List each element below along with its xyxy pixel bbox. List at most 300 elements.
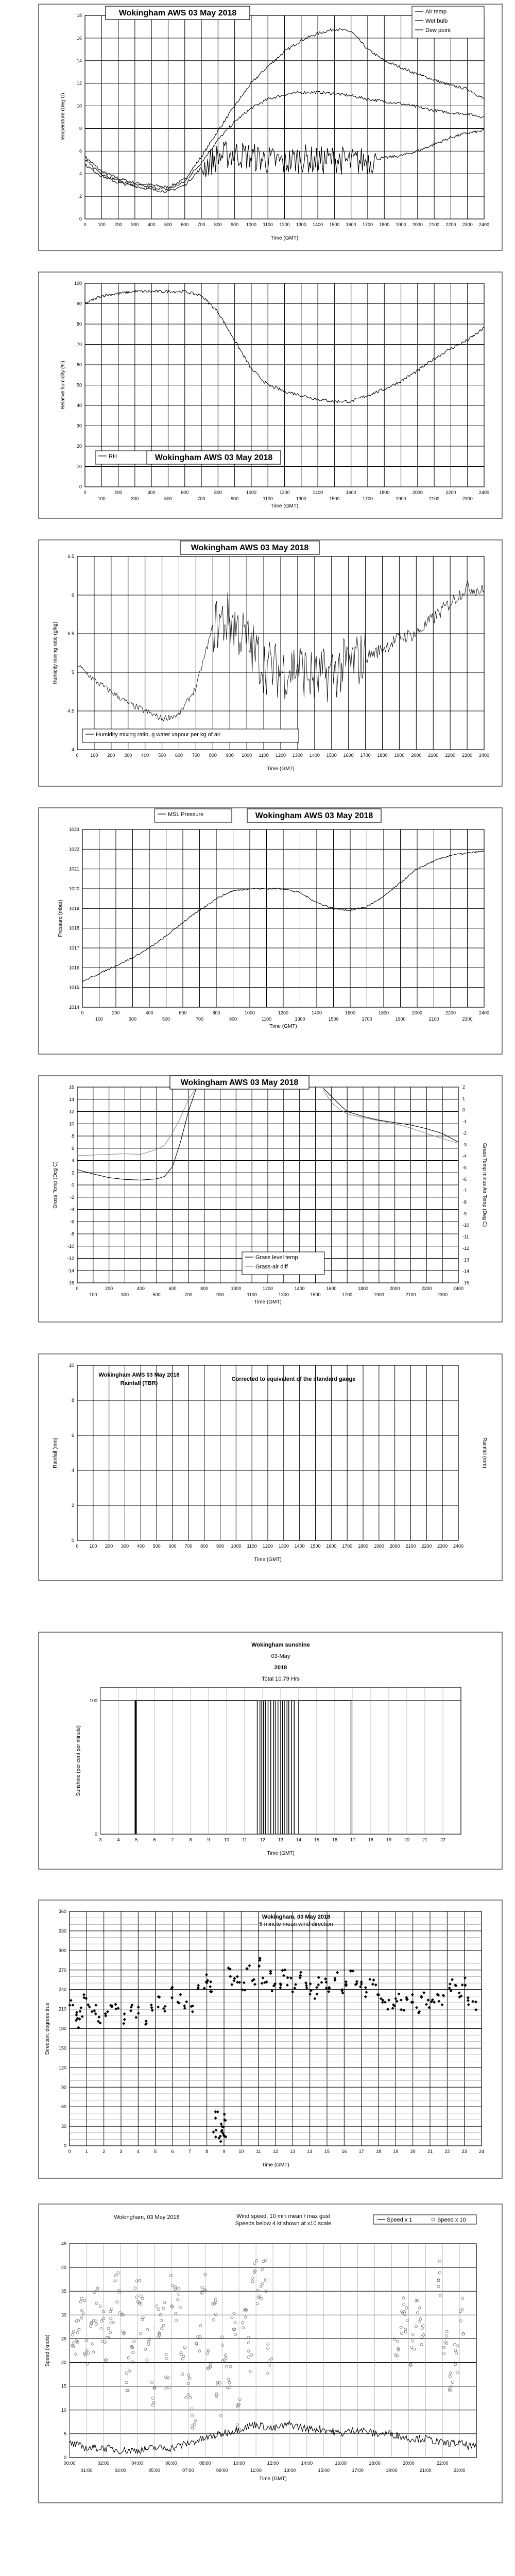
x-tick-label: 23 <box>461 2149 467 2154</box>
annotations <box>154 809 381 822</box>
x-tick-label: 200 <box>114 222 123 227</box>
chart-note: Speeds below 4 kt shown at x10 scale <box>235 2221 332 2227</box>
y-tick-label: -10 <box>67 1243 74 1249</box>
x-tick-label: 1200 <box>279 490 290 495</box>
chart-title: Wokingham sunshine <box>251 1642 310 1648</box>
x-tick-label: 1500 <box>310 1292 321 1297</box>
y-tick-label: 1017 <box>68 945 79 951</box>
y2-tick-label: 1 <box>462 1096 466 1101</box>
x-tick-label: 04:00 <box>131 2461 143 2466</box>
x-tick-label: 22 <box>440 1837 446 1842</box>
y2-axis-label: Grass Temp minus Air Temp (Deg C) <box>482 1143 487 1227</box>
x-tick-label: 2200 <box>445 490 456 495</box>
x-tick-label: 1500 <box>329 222 340 227</box>
x-axis-label: Time (GMT) <box>262 2162 289 2168</box>
legend-entry: Grass level temp <box>255 1255 298 1261</box>
x-tick-label: 500 <box>164 222 172 227</box>
x-tick-label: 2400 <box>478 1010 490 1015</box>
x-tick-label: 20 <box>404 1837 410 1842</box>
x-tick-label: 1400 <box>309 753 320 758</box>
chart-note: Corrected to equivalent of the standard gauge <box>231 1376 356 1382</box>
x-tick-label: 21 <box>422 1837 428 1842</box>
y-tick-label: 180 <box>58 2026 66 2031</box>
x-tick-label: 14:00 <box>301 2461 313 2466</box>
x-tick-label: 1000 <box>244 1010 255 1015</box>
legend-entry: Grass-air diff <box>255 1264 288 1270</box>
x-tick-label: 1300 <box>278 1544 289 1549</box>
y-tick-label: 8 <box>71 1133 74 1139</box>
y-tick-label: -8 <box>70 1231 74 1236</box>
y-tick-label: 40 <box>61 2265 66 2270</box>
x-tick-label: 14 <box>307 2149 313 2154</box>
x-axis-label: Time (GMT) <box>267 766 295 772</box>
x-tick-label: 500 <box>152 1544 161 1549</box>
x-tick-label: 1000 <box>246 490 256 495</box>
x-tick-label: 22:00 <box>436 2461 449 2466</box>
x-axis-label: Time (GMT) <box>267 1851 295 1856</box>
x-tick-label: 2000 <box>412 222 423 227</box>
x-tick-label: 2000 <box>411 1010 423 1015</box>
x-tick-label: 2300 <box>462 1016 473 1022</box>
x-tick-label: 100 <box>95 1016 104 1022</box>
chart-title: Wokingham AWS 03 May 2018 <box>255 811 373 820</box>
x-tick-label: 1300 <box>295 1016 305 1022</box>
x-tick-label: 3 <box>99 1837 102 1842</box>
chart-title: Wokingham, 03 May 2018 <box>262 1914 331 1920</box>
x-tick-label: 1900 <box>394 753 405 758</box>
x-tick-label: 900 <box>216 1292 225 1297</box>
y2-tick-label: 0 <box>462 1107 466 1113</box>
y-tick-label: 16 <box>68 1084 74 1090</box>
x-tick-label: 1700 <box>362 1016 372 1022</box>
x-tick-label: 03:00 <box>114 2468 127 2473</box>
y-tick-label: 4 <box>71 747 74 752</box>
chart-title: Wokingham AWS 03 May 2018 <box>98 1372 180 1378</box>
y-tick-label: 10 <box>68 1121 74 1127</box>
x-tick-label: 2000 <box>389 1286 400 1291</box>
x-tick-label: 1200 <box>275 753 286 758</box>
x-tick-label: 1400 <box>313 490 323 495</box>
y2-tick-label: -3 <box>462 1142 467 1147</box>
x-tick-label: 1100 <box>263 496 273 501</box>
legend-box <box>95 451 147 464</box>
x-tick-label: 2000 <box>389 1544 400 1549</box>
y2-tick-label: -11 <box>462 1234 469 1240</box>
y-tick-label: 330 <box>58 1928 66 1934</box>
x-tick-label: 0 <box>81 1010 84 1015</box>
x-tick-label: 2400 <box>478 490 490 495</box>
x-tick-label: 17 <box>350 1837 356 1842</box>
x-tick-label: 1 <box>85 2149 88 2154</box>
y-tick-label: 6 <box>71 1433 74 1438</box>
y2-tick-label: -15 <box>462 1280 470 1285</box>
x-tick-label: 400 <box>147 490 156 495</box>
x-tick-label: 300 <box>131 496 139 501</box>
x-tick-label: 1800 <box>379 222 390 227</box>
y-tick-label: -4 <box>70 1207 74 1212</box>
x-tick-label: 17:00 <box>352 2468 364 2473</box>
x-tick-label: 300 <box>124 753 132 758</box>
y2-tick-label: -1 <box>462 1119 467 1125</box>
y2-tick-label: -2 <box>462 1130 467 1136</box>
y-tick-label: 40 <box>76 403 82 408</box>
x-tick-label: 7 <box>171 1837 174 1842</box>
x-tick-label: 2200 <box>445 1010 456 1015</box>
x-tick-label: 7 <box>188 2149 191 2154</box>
x-tick-label: 20:00 <box>403 2461 415 2466</box>
chart-title: Wokingham AWS 03 May 2018 <box>154 453 273 462</box>
x-tick-label: 900 <box>231 496 239 501</box>
x-tick-label: 02:00 <box>97 2461 110 2466</box>
y-tick-label: 30 <box>76 423 82 429</box>
y-axis-label: Direction, degrees true <box>45 2002 50 2055</box>
y-tick-label: 90 <box>61 2084 66 2090</box>
x-axis-label: Time (GMT) <box>254 1557 282 1563</box>
x-tick-label: 18:00 <box>369 2461 381 2466</box>
x-tick-label: 15:00 <box>318 2468 330 2473</box>
y-tick-label: 1022 <box>68 846 79 852</box>
x-tick-label: 24 <box>478 2149 485 2154</box>
x-tick-label: 400 <box>147 222 156 227</box>
x-tick-label: 1000 <box>246 222 256 227</box>
x-tick-label: 300 <box>121 1292 129 1297</box>
x-tick-label: 200 <box>112 1010 120 1015</box>
x-tick-label: 16 <box>341 2149 347 2154</box>
x-tick-label: 1700 <box>362 496 373 501</box>
y-tick-label: 12 <box>68 1109 74 1114</box>
y-tick-label: 8 <box>79 126 82 131</box>
y-tick-label: 14 <box>76 58 82 63</box>
x-tick-label: 600 <box>181 490 189 495</box>
x-tick-label: 1700 <box>342 1544 353 1549</box>
x-tick-label: 1600 <box>326 1544 337 1549</box>
y-tick-label: 100 <box>89 1698 97 1703</box>
y2-tick-label: -8 <box>462 1199 467 1205</box>
x-tick-label: 2200 <box>445 753 456 758</box>
y-tick-label: 0 <box>94 1832 97 1837</box>
x-tick-label: 1600 <box>346 490 356 495</box>
y-tick-label: 5 <box>71 670 74 675</box>
x-tick-label: 800 <box>212 1010 220 1015</box>
y-axis-label: Rainfall (mm) <box>53 1437 58 1468</box>
y2-axis-label: Rainfall (mm) <box>482 1437 487 1468</box>
x-tick-label: 15 <box>314 1837 320 1842</box>
x-tick-label: 19 <box>386 1837 392 1842</box>
y-tick-label: 240 <box>58 1987 66 1992</box>
y-axis-label: Sunshine (per cent per minute) <box>76 1725 81 1797</box>
x-tick-label: 1200 <box>262 1544 273 1549</box>
x-tick-label: 2400 <box>453 1286 464 1291</box>
annotations <box>95 451 281 464</box>
x-tick-label: 0 <box>76 1544 79 1549</box>
x-tick-label: 2000 <box>411 753 422 758</box>
y-tick-label: 10 <box>61 2407 66 2413</box>
x-tick-label: 200 <box>114 490 123 495</box>
x-tick-label: 200 <box>107 753 115 758</box>
y2-tick-label: -4 <box>462 1154 467 1159</box>
y2-tick-label: -7 <box>462 1188 467 1194</box>
x-tick-label: 18 <box>368 1837 374 1842</box>
y-tick-label: 4 <box>71 1468 74 1473</box>
legend-entry: Wet bulb <box>425 18 448 24</box>
x-tick-label: 2100 <box>405 1544 416 1549</box>
x-tick-label: 6 <box>171 2149 174 2154</box>
y-tick-label: 6 <box>79 148 82 154</box>
x-tick-label: 5 <box>135 1837 138 1842</box>
y-tick-label: 0 <box>79 484 82 489</box>
y-tick-label: 60 <box>76 362 82 367</box>
x-tick-label: 2300 <box>437 1292 448 1297</box>
x-axis-label: Time (GMT) <box>270 235 299 241</box>
chart-subtitle: Rainfall (TBR) <box>120 1380 158 1386</box>
y-tick-label: 0 <box>63 2143 66 2148</box>
y2-tick-label: -9 <box>462 1211 467 1216</box>
y-tick-label: 0 <box>71 1182 74 1188</box>
x-tick-label: 1200 <box>262 1286 273 1291</box>
x-tick-label: 21:00 <box>419 2468 432 2473</box>
x-tick-label: 900 <box>229 1016 237 1022</box>
x-tick-label: 100 <box>90 753 98 758</box>
y-tick-label: 4 <box>71 1158 74 1163</box>
y-axis-label: Pressure (mbar) <box>58 900 63 937</box>
y-tick-label: 1018 <box>68 925 79 931</box>
y-tick-label: 10 <box>76 464 82 469</box>
x-tick-label: 15 <box>324 2149 330 2154</box>
x-tick-label: 300 <box>128 1016 137 1022</box>
x-tick-label: 600 <box>175 753 183 758</box>
y-tick-label: 6.5 <box>67 554 74 559</box>
x-tick-label: 300 <box>121 1544 129 1549</box>
y-tick-label: 90 <box>76 301 82 307</box>
y-tick-label: -6 <box>70 1219 74 1225</box>
x-tick-label: 1200 <box>278 1010 289 1015</box>
x-tick-label: 2300 <box>462 496 473 501</box>
y-tick-label: 8 <box>71 1398 74 1403</box>
x-tick-label: 09:00 <box>216 2468 228 2473</box>
x-tick-label: 4 <box>117 1837 120 1842</box>
y-tick-label: -12 <box>67 1256 74 1261</box>
legend-entry: MSL Pressure <box>168 811 204 818</box>
wind-direction-panel <box>0 1896 515 2184</box>
y-tick-label: 1019 <box>68 906 79 911</box>
x-tick-label: 600 <box>181 222 189 227</box>
x-tick-label: 700 <box>184 1292 193 1297</box>
y-tick-label: 2 <box>71 1170 74 1176</box>
x-tick-label: 23:00 <box>453 2468 466 2473</box>
wind-speed-panel <box>0 2200 515 2509</box>
x-tick-label: 0 <box>76 753 79 758</box>
y-axis-label: Grass Temp (Deg C) <box>53 1161 58 1209</box>
x-tick-label: 1300 <box>296 222 306 227</box>
x-tick-label: 1600 <box>343 753 354 758</box>
x-tick-label: 700 <box>195 1016 204 1022</box>
y2-tick-label: -14 <box>462 1268 470 1274</box>
y-tick-label: 1021 <box>68 866 79 872</box>
x-tick-label: 1200 <box>279 222 290 227</box>
x-tick-label: 13 <box>290 2149 296 2154</box>
y2-tick-label: -10 <box>462 1223 470 1228</box>
y-tick-label: 20 <box>76 444 82 449</box>
x-tick-label: 11 <box>242 1837 247 1842</box>
x-tick-label: 2400 <box>478 222 490 227</box>
x-tick-label: 9 <box>207 1837 210 1842</box>
y-tick-label: 30 <box>61 2312 66 2318</box>
x-tick-label: 300 <box>131 222 139 227</box>
x-tick-label: 700 <box>197 222 205 227</box>
x-tick-label: 500 <box>164 496 172 501</box>
y-tick-label: 70 <box>76 342 82 347</box>
x-tick-label: 900 <box>216 1544 225 1549</box>
y-tick-label: 12 <box>76 80 82 86</box>
y-tick-label: -14 <box>67 1268 74 1274</box>
legend-entry: RH <box>109 453 117 460</box>
x-tick-label: 1400 <box>294 1544 305 1549</box>
chart-title: Wokingham AWS 03 May 2018 <box>118 9 237 18</box>
legend-entry: Speed x 10 <box>437 2217 466 2223</box>
legend-entry: Humidity mixing ratio, g water vapour per kg of air <box>96 732 221 738</box>
x-tick-label: 08:00 <box>199 2461 211 2466</box>
x-tick-label: 800 <box>214 222 222 227</box>
y2-tick-label: -6 <box>462 1176 467 1182</box>
x-tick-label: 20 <box>410 2149 416 2154</box>
y-tick-label: 1023 <box>68 827 79 832</box>
x-tick-label: 500 <box>162 1016 170 1022</box>
chart-title: Wokingham, 03 May 2018 <box>114 2214 180 2221</box>
x-tick-label: 1100 <box>259 753 269 758</box>
y2-tick-label: -5 <box>462 1165 467 1171</box>
pressure-panel <box>0 804 515 1061</box>
x-tick-label: 1600 <box>326 1286 337 1291</box>
x-tick-label: 0 <box>76 1286 79 1291</box>
y-tick-label: 30 <box>61 2124 66 2129</box>
x-tick-label: 2400 <box>453 1544 464 1549</box>
x-tick-label: 2100 <box>428 1016 439 1022</box>
x-tick-label: 10 <box>224 1837 230 1842</box>
x-axis-label: Time (GMT) <box>269 1024 297 1029</box>
x-tick-label: 11:00 <box>250 2468 262 2473</box>
x-tick-label: 1100 <box>261 1016 272 1022</box>
legend-entry: Speed x 1 <box>387 2217 413 2223</box>
x-tick-label: 17 <box>358 2149 364 2154</box>
x-tick-label: 1800 <box>378 1010 389 1015</box>
x-tick-label: 400 <box>136 1544 145 1549</box>
x-tick-label: 2300 <box>437 1544 448 1549</box>
x-tick-label: 2100 <box>428 753 439 758</box>
x-tick-label: 800 <box>214 490 222 495</box>
chart-year: 2018 <box>274 1665 287 1671</box>
x-tick-label: 05:00 <box>148 2468 160 2473</box>
x-tick-label: 1300 <box>292 753 303 758</box>
y-tick-label: 18 <box>76 13 82 18</box>
x-tick-label: 900 <box>231 222 239 227</box>
x-tick-label: 1300 <box>296 496 306 501</box>
x-tick-label: 1500 <box>329 496 340 501</box>
x-tick-label: 2000 <box>412 490 423 495</box>
x-tick-label: 1800 <box>357 1286 369 1291</box>
y-axis-label: Speed (knots) <box>45 2334 50 2367</box>
humidity-panel <box>0 268 515 526</box>
y-tick-label: 80 <box>76 321 82 327</box>
legend-entry: Air temp <box>425 9 447 15</box>
x-tick-label: 8 <box>189 1837 192 1842</box>
chart-total: Total 10.79 Hrs <box>262 1676 300 1682</box>
y-tick-label: 1020 <box>68 886 79 891</box>
x-tick-label: 1500 <box>310 1544 321 1549</box>
y-tick-label: -16 <box>67 1280 74 1285</box>
y-tick-label: 15 <box>61 2383 66 2389</box>
x-tick-label: 100 <box>89 1292 97 1297</box>
y-tick-label: 4 <box>79 171 82 177</box>
chart-subtitle: Wind speed, 10 min mean / max gust <box>236 2213 330 2219</box>
x-tick-label: 12 <box>260 1837 266 1842</box>
x-tick-label: 5 <box>154 2149 157 2154</box>
temperature-panel <box>0 0 515 258</box>
x-axis-label: Time (GMT) <box>270 503 299 509</box>
x-tick-label: 600 <box>168 1544 177 1549</box>
y-axis-label: Temperature (Deg C) <box>60 93 66 142</box>
x-tick-label: 2100 <box>405 1292 416 1297</box>
x-tick-label: 9 <box>222 2149 226 2154</box>
x-tick-label: 1700 <box>342 1292 353 1297</box>
x-tick-label: 700 <box>197 496 205 501</box>
x-tick-label: 800 <box>209 753 217 758</box>
x-tick-label: 700 <box>184 1544 193 1549</box>
y-tick-label: 14 <box>68 1096 74 1102</box>
x-tick-label: 19 <box>393 2149 399 2154</box>
x-tick-label: 200 <box>105 1286 113 1291</box>
x-tick-label: 12:00 <box>267 2461 279 2466</box>
x-tick-label: 800 <box>200 1544 209 1549</box>
x-tick-label: 2 <box>102 2149 106 2154</box>
rainfall-panel <box>0 1350 515 1587</box>
x-tick-label: 19:00 <box>386 2468 398 2473</box>
x-tick-label: 1900 <box>396 222 406 227</box>
x-tick-label: 1400 <box>294 1286 305 1291</box>
y-tick-label: 60 <box>61 2104 66 2110</box>
x-tick-label: 100 <box>97 496 106 501</box>
y-tick-label: 0 <box>63 2455 66 2460</box>
grass-temperature-panel <box>0 1072 515 1329</box>
x-tick-label: 1900 <box>373 1544 384 1549</box>
legend-entry: Dew point <box>425 27 451 33</box>
y-tick-label: 6 <box>71 1145 74 1151</box>
x-tick-label: 21 <box>427 2149 433 2154</box>
x-tick-label: 1600 <box>346 222 356 227</box>
x-tick-label: 2100 <box>429 496 440 501</box>
y-tick-label: 210 <box>58 2006 66 2012</box>
x-tick-label: 1400 <box>311 1010 322 1015</box>
y2-tick-label: -13 <box>462 1257 470 1263</box>
x-tick-label: 200 <box>105 1544 113 1549</box>
x-axis-label: Time (GMT) <box>254 1299 282 1305</box>
y-tick-label: 50 <box>76 382 82 388</box>
x-tick-label: 1800 <box>377 753 388 758</box>
x-tick-label: 01:00 <box>80 2468 93 2473</box>
sunshine-panel <box>0 1628 515 1875</box>
y-tick-label: 5 <box>63 2431 66 2436</box>
y-axis-label: Humidity mixing ratio (g/kg) <box>53 621 58 685</box>
x-tick-label: 1500 <box>328 1016 339 1022</box>
x-tick-label: 1100 <box>247 1292 257 1297</box>
x-tick-label: 0 <box>83 222 87 227</box>
x-tick-label: 500 <box>152 1292 161 1297</box>
y-tick-label: 120 <box>58 2065 66 2071</box>
x-tick-label: 18 <box>375 2149 382 2154</box>
x-tick-label: 13 <box>278 1837 284 1842</box>
x-tick-label: 16 <box>332 1837 338 1842</box>
x-tick-label: 2200 <box>421 1544 432 1549</box>
x-tick-label: 00:00 <box>63 2461 76 2466</box>
